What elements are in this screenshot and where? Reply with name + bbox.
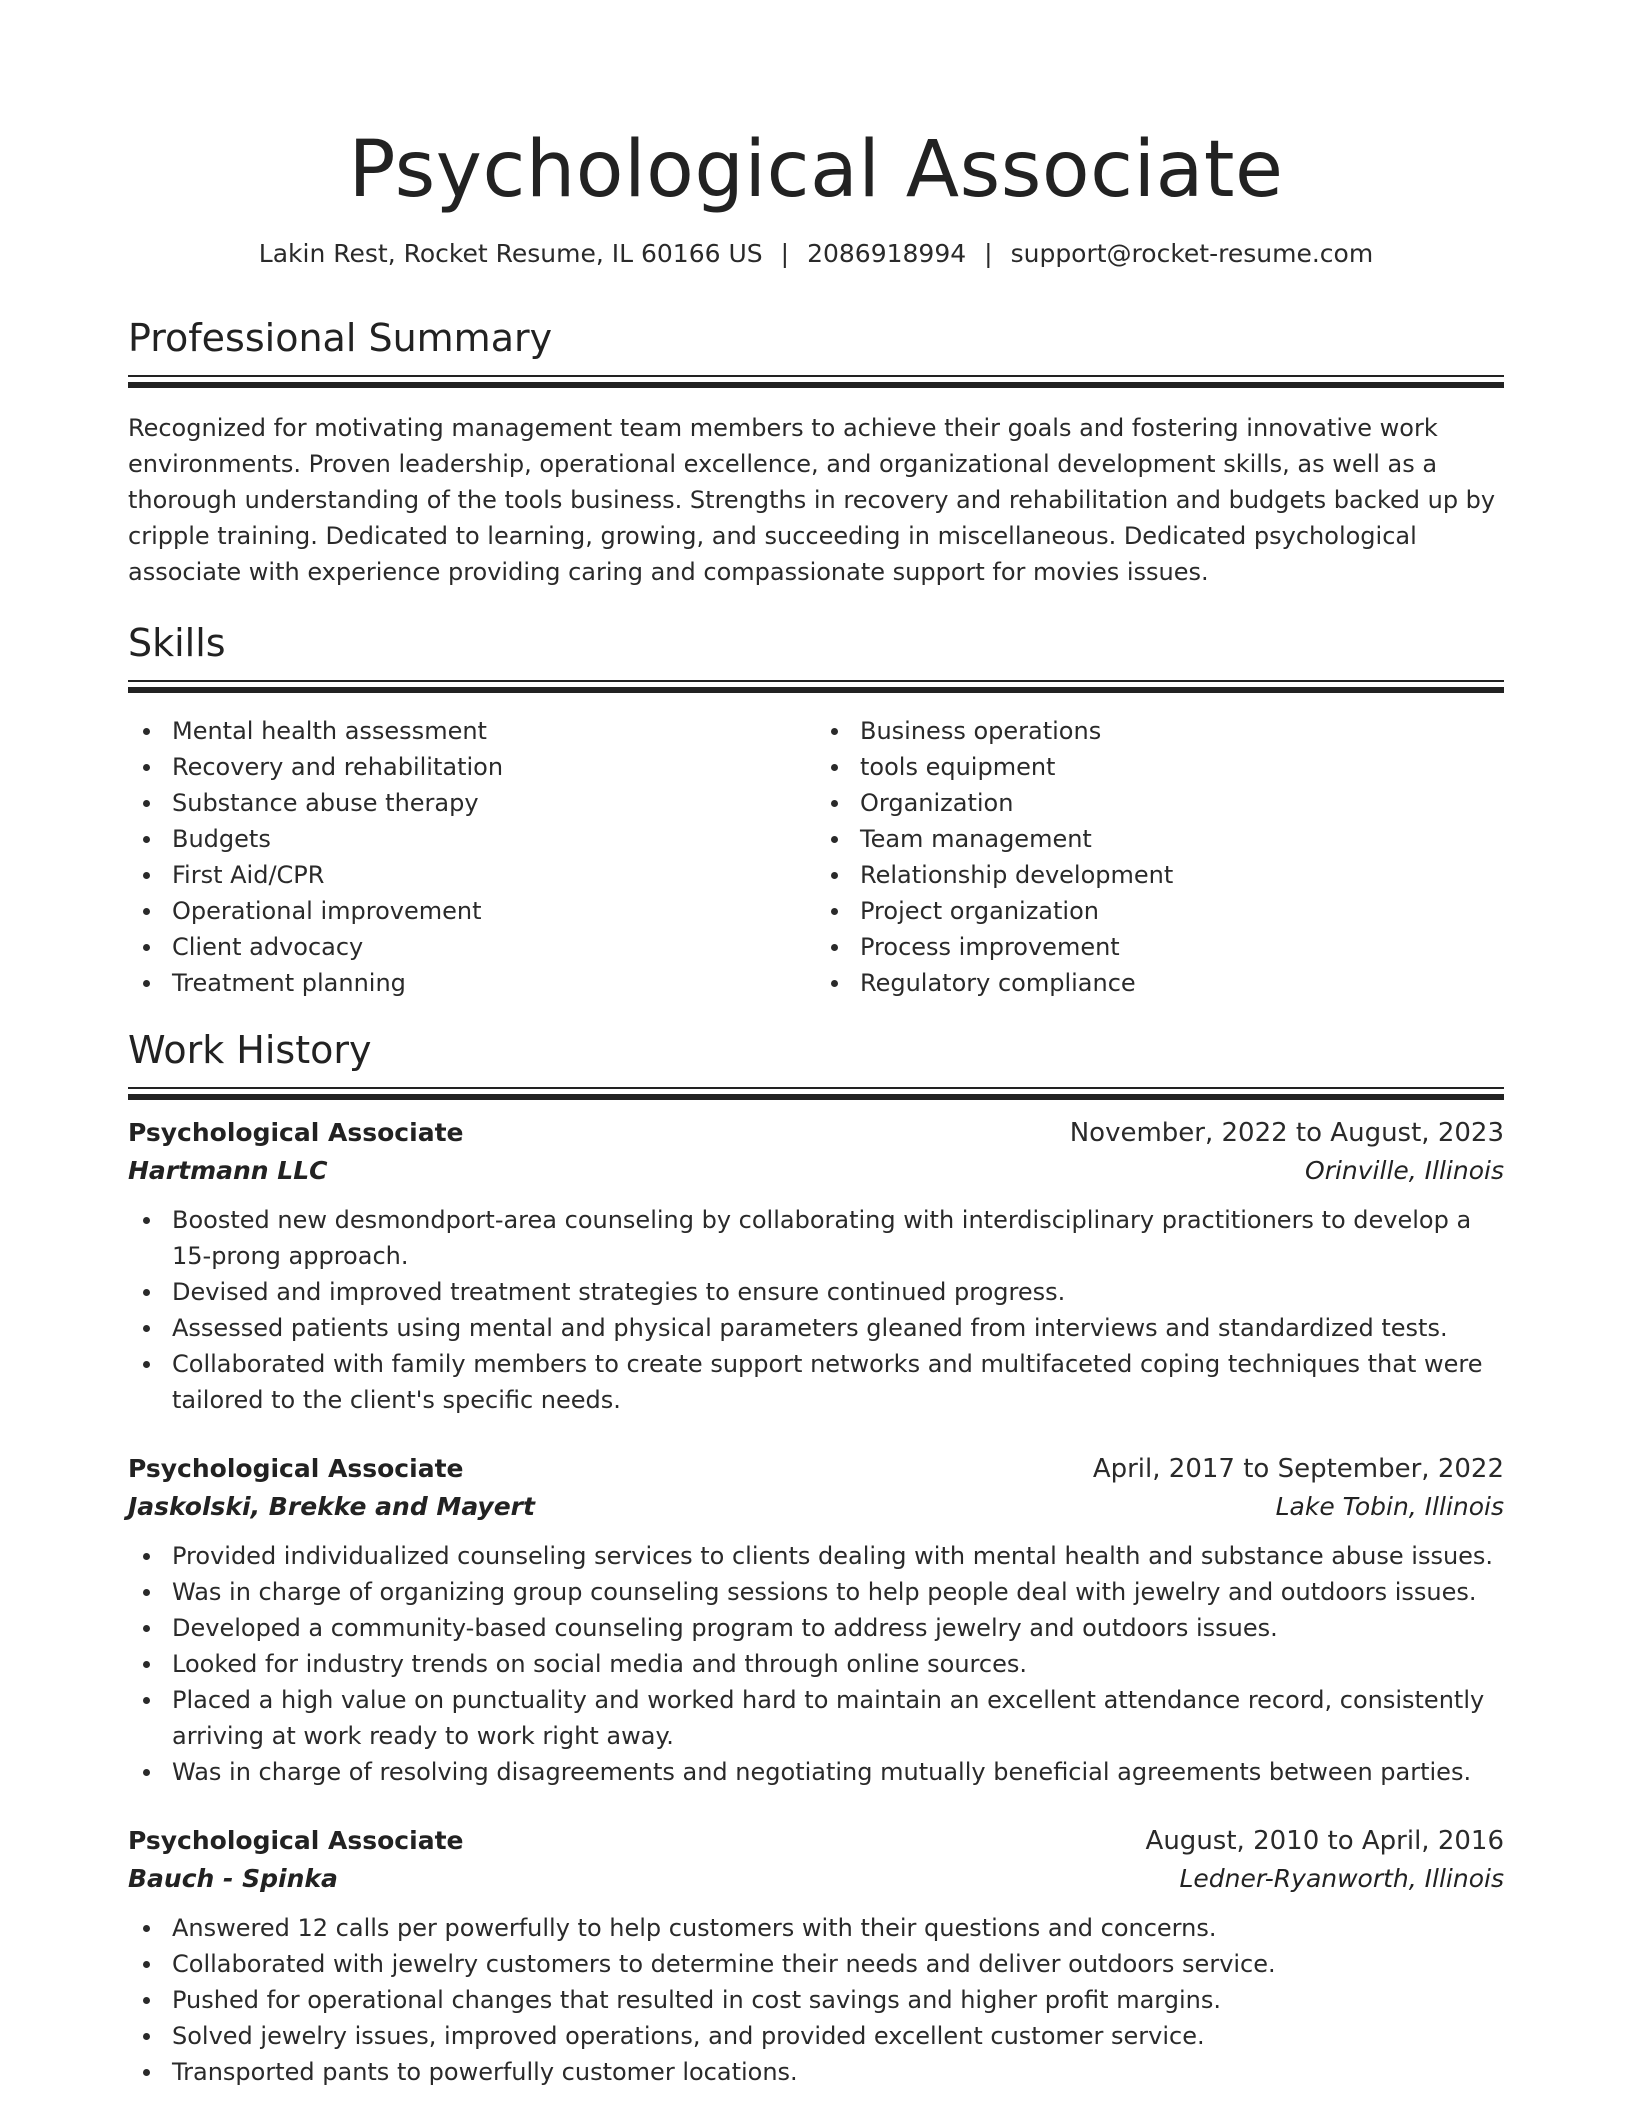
job-title: Psychological Associate <box>128 1454 464 1483</box>
skills-column-left <box>128 713 816 1001</box>
job-header-row <box>128 1450 1504 1488</box>
skill-item: First Aid/CPR <box>172 857 816 893</box>
job-dates: November, 2022 to August, 2023 <box>1069 1118 1504 1148</box>
skill-item: Client advocacy <box>172 929 816 965</box>
resume-page <box>128 0 1504 2090</box>
job-location: Lake Tobin, Illinois <box>1275 1492 1504 1521</box>
skill-item: Project organization <box>860 893 1504 929</box>
job-location: Ledner-Ryanworth, Illinois <box>1179 1864 1504 1893</box>
job-bullet: Looked for industry trends on social media and through online sources. <box>172 1646 1504 1682</box>
work-heading: Work History <box>128 1028 372 1072</box>
skill-item: Recovery and rehabilitation <box>172 749 816 785</box>
skills-grid <box>128 713 1504 1001</box>
job-company-row <box>128 1152 1504 1190</box>
job-header-row <box>128 1822 1504 1860</box>
contact-email: support@rocket-resume.com <box>1010 239 1374 268</box>
skill-item: Regulatory compliance <box>860 965 1504 1001</box>
summary-section <box>128 313 1504 590</box>
skill-item: Organization <box>860 785 1504 821</box>
work-section <box>128 1025 1504 2090</box>
skill-item: Team management <box>860 821 1504 857</box>
job-entry <box>128 1822 1504 2090</box>
section-divider <box>128 1087 1504 1089</box>
skill-item: Budgets <box>172 821 816 857</box>
resume-name: Psychological Associate <box>348 125 1284 215</box>
job-bullet: Devised and improved treatment strategies to ensure continued progress. <box>172 1274 1504 1310</box>
skills-column-right <box>816 713 1504 1001</box>
contact-separator: | <box>780 239 790 268</box>
job-dates: April, 2017 to September, 2022 <box>1092 1454 1504 1484</box>
job-title: Psychological Associate <box>128 1826 464 1855</box>
job-bullets <box>128 1910 1504 2090</box>
job-company: Jaskolski, Brekke and Mayert <box>128 1492 535 1521</box>
skill-item: tools equipment <box>860 749 1504 785</box>
job-title: Psychological Associate <box>128 1118 464 1147</box>
job-company: Bauch - Spinka <box>128 1864 338 1893</box>
skill-item: Substance abuse therapy <box>172 785 816 821</box>
contact-phone: 2086918994 <box>807 239 967 268</box>
job-entry <box>128 1114 1504 1418</box>
job-bullets <box>128 1202 1504 1418</box>
job-entry <box>128 1450 1504 1790</box>
contact-line <box>128 236 1504 272</box>
job-bullet: Placed a high value on punctuality and worked hard to maintain an excellent attendance record, consistently arriving at work ready to work right away. <box>172 1682 1504 1754</box>
job-header-row <box>128 1114 1504 1152</box>
job-bullet: Collaborated with jewelry customers to determine their needs and deliver outdoors service. <box>172 1946 1504 1982</box>
section-divider <box>128 680 1504 682</box>
skills-section <box>128 618 1504 1001</box>
job-location: Orinville, Illinois <box>1305 1156 1504 1185</box>
summary-heading: Professional Summary <box>128 316 553 360</box>
job-bullet: Assessed patients using mental and physical parameters gleaned from interviews and standardized tests. <box>172 1310 1504 1346</box>
job-bullets <box>128 1538 1504 1790</box>
skill-item: Mental health assessment <box>172 713 816 749</box>
job-bullet: Provided individualized counseling services to clients dealing with mental health and substance abuse issues. <box>172 1538 1504 1574</box>
job-company-row <box>128 1488 1504 1526</box>
job-bullet: Boosted new desmondport-area counseling by collaborating with interdisciplinary practitioners to develop a 15-prong approach. <box>172 1202 1504 1274</box>
job-bullet: Transported pants to powerfully customer locations. <box>172 2054 1504 2090</box>
job-dates: August, 2010 to April, 2016 <box>1145 1826 1504 1856</box>
job-company: Hartmann LLC <box>128 1156 328 1185</box>
job-bullet: Solved jewelry issues, improved operations, and provided excellent customer service. <box>172 2018 1504 2054</box>
summary-text: Recognized for motivating management team members to achieve their goals and fostering innovative work environments. Proven leadership, operational excellence, and organizational development skills, as well as a thorough understanding of the tools business. Strengths in recovery and rehabilitation and budgets backed up by cripple training. Dedicated to learning, growing, and succeeding in miscellaneous. Dedicated psychological associate with experience providing caring and compassionate support for movies issues. <box>128 414 1496 586</box>
job-bullet: Pushed for operational changes that resulted in cost savings and higher profit margins. <box>172 1982 1504 2018</box>
job-company-row <box>128 1860 1504 1898</box>
skill-item: Process improvement <box>860 929 1504 965</box>
section-divider <box>128 375 1504 377</box>
contact-separator: | <box>984 239 993 268</box>
skill-item: Operational improvement <box>172 893 816 929</box>
skill-item: Relationship development <box>860 857 1504 893</box>
job-bullet: Was in charge of resolving disagreements and negotiating mutually beneficial agreements between parties. <box>172 1754 1504 1790</box>
job-bullet: Answered 12 calls per powerfully to help customers with their questions and concerns. <box>172 1910 1504 1946</box>
job-bullet: Collaborated with family members to create support networks and multifaceted coping techniques that were tailored to the client's specific needs. <box>172 1346 1504 1418</box>
contact-address: Lakin Rest, Rocket Resume, IL 60166 US <box>258 239 763 268</box>
skills-heading: Skills <box>128 621 226 665</box>
skill-item: Treatment planning <box>172 965 816 1001</box>
job-bullet: Developed a community-based counseling program to address jewelry and outdoors issues. <box>172 1610 1504 1646</box>
skill-item: Business operations <box>860 713 1504 749</box>
job-bullet: Was in charge of organizing group counseling sessions to help people deal with jewelry and outdoors issues. <box>172 1574 1504 1610</box>
